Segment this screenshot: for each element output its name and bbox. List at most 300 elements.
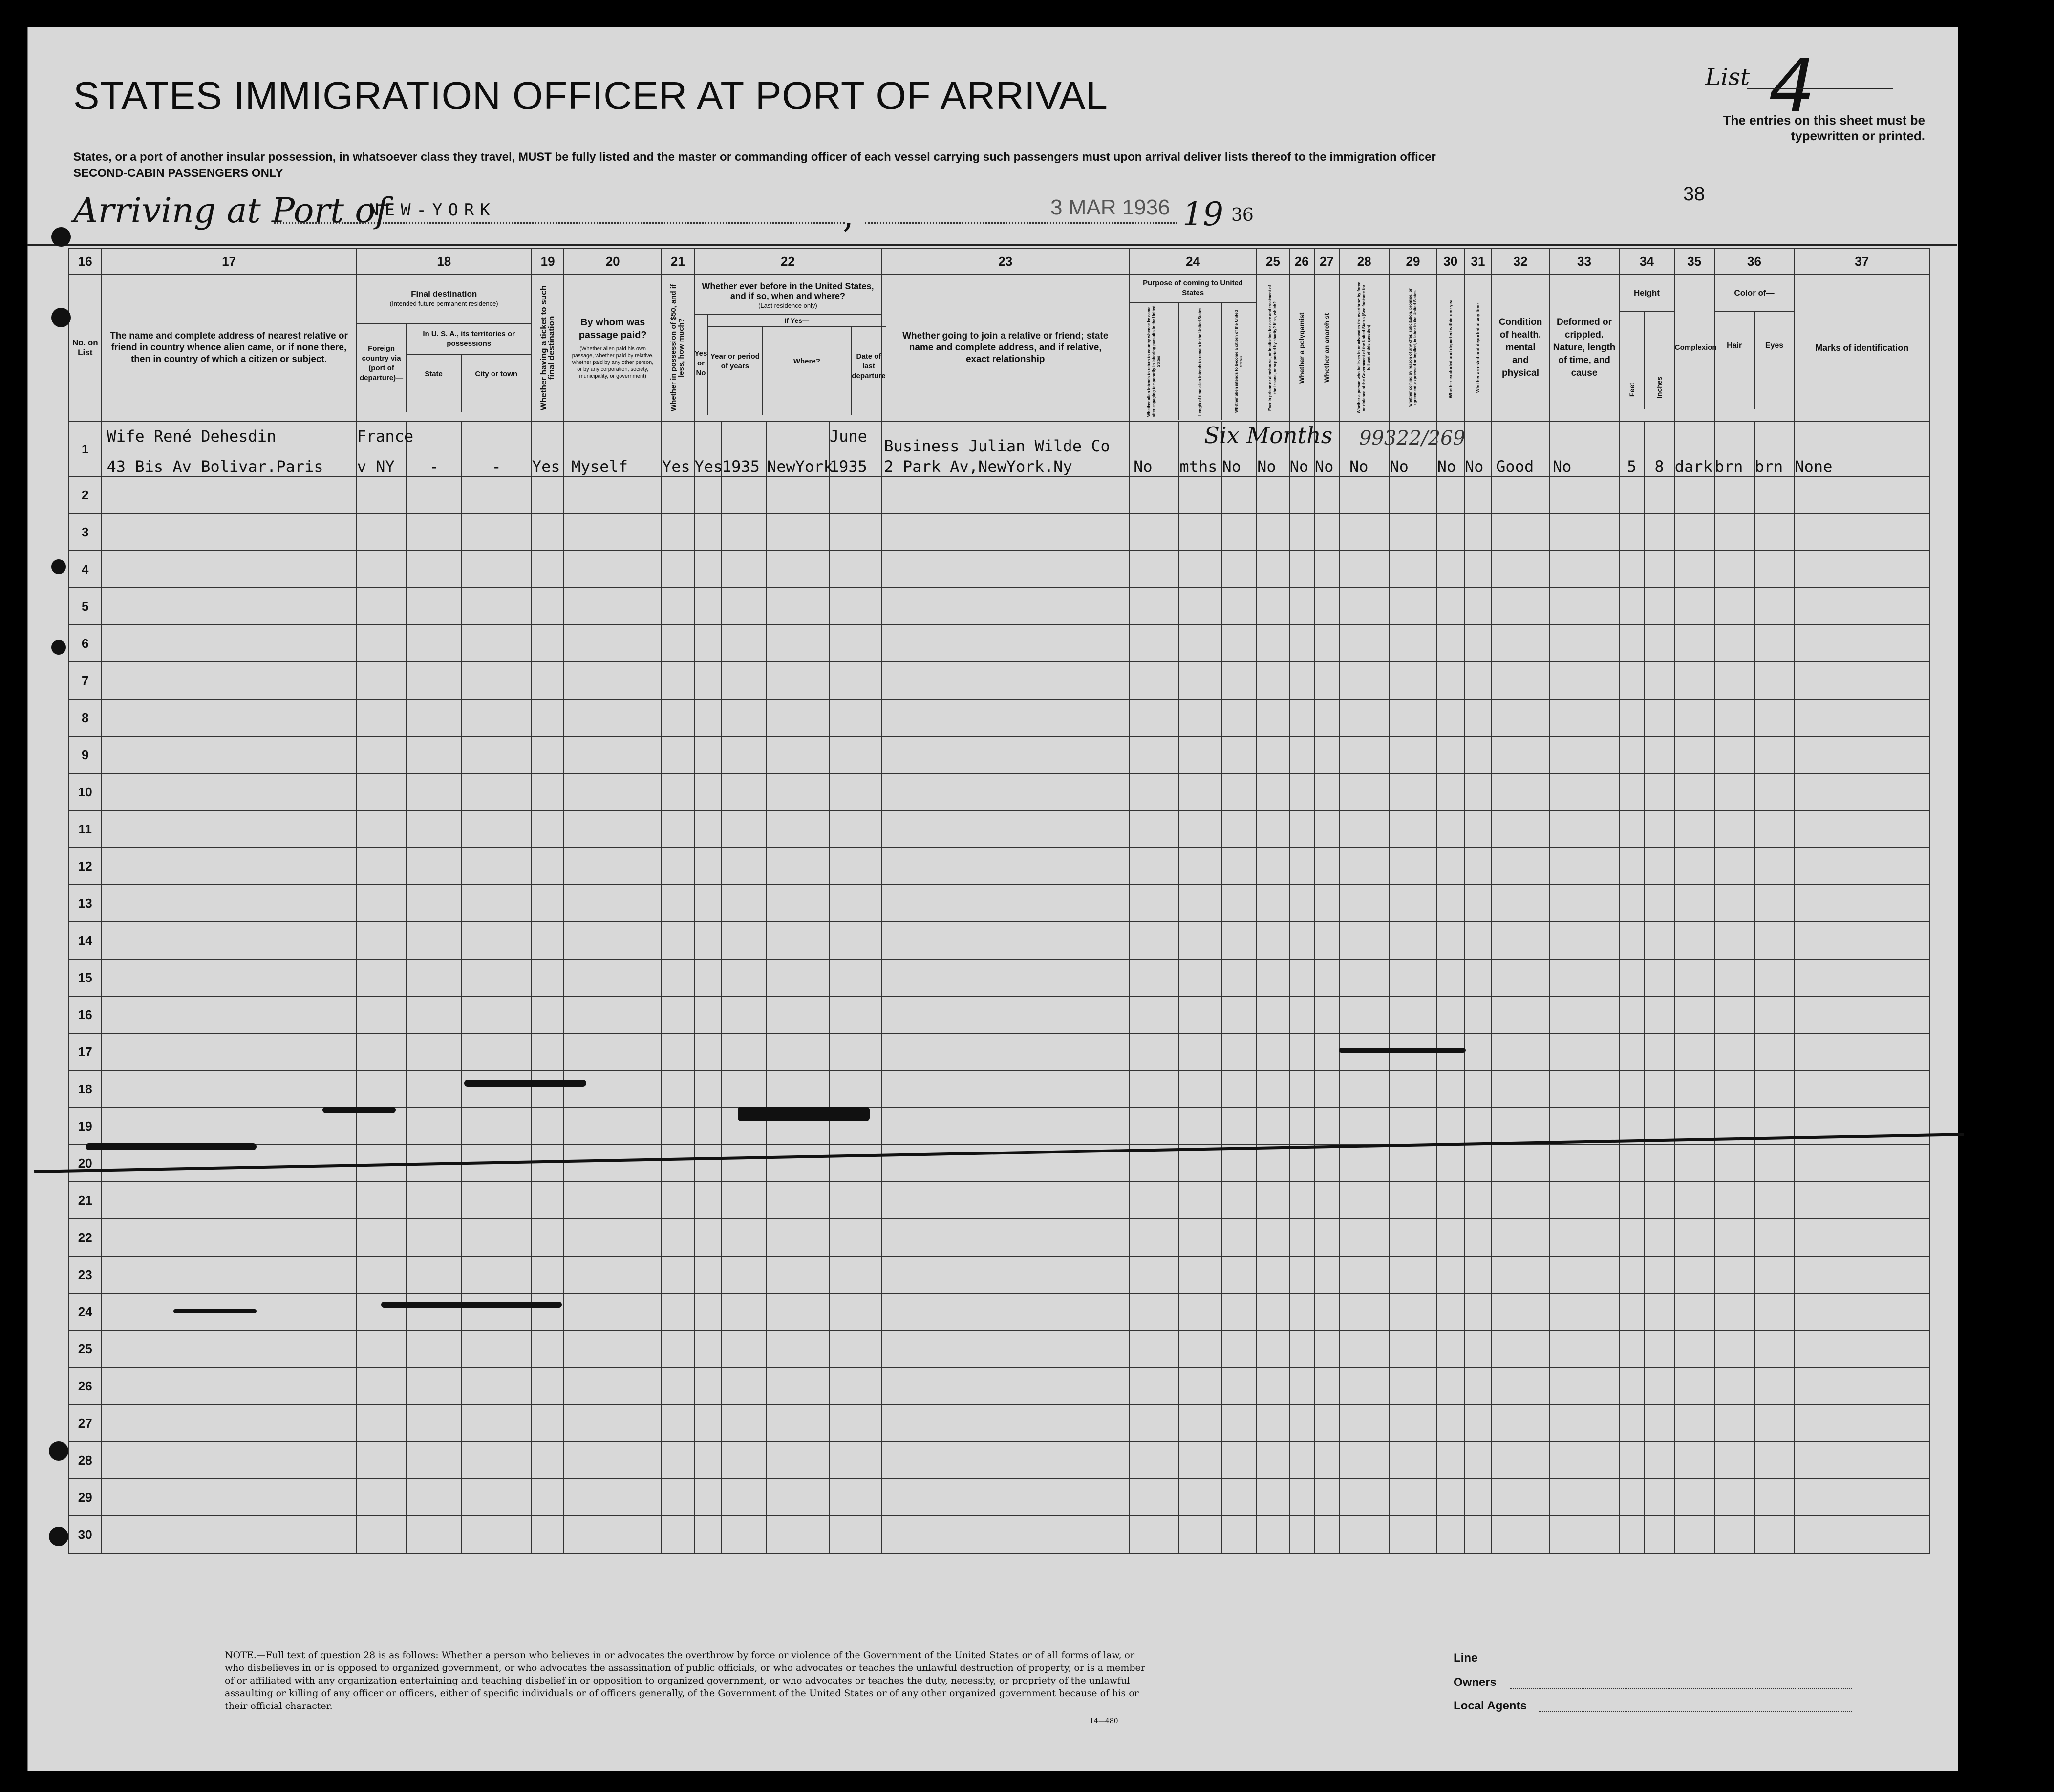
empty-cell [462,1442,532,1479]
empty-cell [829,811,882,848]
empty-cell [1257,625,1289,662]
empty-cell [1794,1293,1929,1330]
empty-cell [722,662,767,699]
empty-cell [1794,1367,1929,1405]
empty-cell [1257,885,1289,922]
empty-cell [357,1479,407,1516]
header-money [662,274,694,422]
table-row [69,551,1929,588]
table-row [69,588,1929,625]
empty-cell [1129,848,1179,885]
col-number: 35 [1674,249,1714,274]
empty-cell [1339,811,1389,848]
punch-hole [51,308,71,327]
empty-cell [462,1405,532,1442]
cell-before-date [829,422,882,476]
height-inches: Inches [1655,376,1664,399]
empty-cell [1549,699,1619,736]
cell-before-year: 1935 [722,422,767,476]
passage-sub: (Whether alien paid his own passage, whether paid by relative, whether paid by any other person, or by any corporation, society, municipality, or government) [572,346,654,379]
empty-cell [662,1033,694,1070]
empty-cell [829,773,882,811]
empty-cell [694,1516,722,1553]
empty-cell [662,699,694,736]
header-before-in-us [694,274,886,422]
empty-cell [407,662,462,699]
empty-cell [1549,513,1619,551]
empty-cell [1221,1293,1257,1330]
foreign-port: v NY [357,457,395,476]
table-row [69,811,1929,848]
date-underline [865,222,1177,224]
empty-cell [102,736,357,773]
empty-cell [1129,1033,1179,1070]
empty-cell [1674,1070,1714,1108]
empty-cell [829,736,882,773]
empty-cell [1389,996,1436,1033]
empty-cell [662,922,694,959]
empty-cell [1389,1442,1436,1479]
empty-cell [357,1070,407,1108]
entries-note: The entries on this sheet must be typewritten or printed. [1723,113,1925,143]
empty-cell [1714,1367,1754,1405]
empty-cell [1794,551,1929,588]
empty-cell [1619,1182,1644,1219]
empty-cell [564,625,662,662]
empty-cell [1289,848,1314,885]
table-row [69,736,1929,773]
empty-cell [1794,1516,1929,1553]
empty-cell [1464,1367,1492,1405]
empty-cell [1674,1330,1714,1367]
empty-cell [407,513,462,551]
empty-cell [1492,1108,1549,1145]
empty-cell [1437,885,1464,922]
empty-cell [357,1405,407,1442]
ticket-text: Whether having a ticket to such final destination [539,285,556,410]
empty-cell [722,959,767,996]
empty-cell [1257,773,1289,811]
empty-cell [1389,1256,1436,1293]
empty-cell [1674,1256,1714,1293]
empty-cell [881,959,1129,996]
empty-cell [662,773,694,811]
empty-cell [102,699,357,736]
empty-cell [662,551,694,588]
empty-cell [357,736,407,773]
relative-address: 43 Bis Av Bolivar.Paris [107,457,323,476]
empty-cell [694,699,722,736]
empty-cell [1179,922,1221,959]
empty-cell [1464,588,1492,625]
empty-cell [829,1293,882,1330]
empty-cell [1179,625,1221,662]
empty-cell [462,885,532,922]
empty-cell [357,1182,407,1219]
empty-cell [1549,736,1619,773]
empty-cell [1314,1405,1339,1442]
empty-cell [1794,1145,1929,1182]
empty-cell [407,1182,462,1219]
empty-cell [662,736,694,773]
empty-cell [1619,773,1644,811]
empty-cell [1492,476,1549,513]
empty-cell [1714,811,1754,848]
page-title: STATES IMMIGRATION OFFICER AT PORT OF ARRIVAL [73,74,1108,117]
empty-cell [767,959,829,996]
empty-cell [1221,773,1257,811]
empty-cell [357,1219,407,1256]
empty-cell [462,1479,532,1516]
empty-cell [462,1033,532,1070]
empty-cell [694,513,722,551]
empty-cell [564,1405,662,1442]
empty-cell [1674,1293,1714,1330]
empty-cell [881,662,1129,699]
empty-cell [1179,1033,1221,1070]
table-row [69,922,1929,959]
empty-cell [1221,1256,1257,1293]
col-number: 32 [1492,249,1549,274]
empty-cell [1619,811,1644,848]
empty-cell [1794,588,1929,625]
empty-cell [1437,1516,1464,1553]
punch-hole [49,1441,68,1461]
table-row [69,885,1929,922]
empty-cell [1221,1182,1257,1219]
empty-cell [1754,1442,1795,1479]
join-name: Business Julian Wilde Co [884,437,1110,455]
empty-cell [532,922,564,959]
empty-cell [662,848,694,885]
empty-cell [1619,1070,1644,1108]
empty-cell [1389,922,1436,959]
empty-cell [1492,922,1549,959]
empty-cell [1289,1293,1314,1330]
empty-cell [1221,1367,1257,1405]
empty-cell [1714,1070,1754,1108]
empty-cell [1464,848,1492,885]
empty-cell [881,1479,1129,1516]
empty-cell [1221,959,1257,996]
empty-cell [767,736,829,773]
col-number: 21 [662,249,694,274]
table-row [69,1479,1929,1516]
table-row [69,422,1929,476]
empty-cell [1129,1256,1179,1293]
empty-cell [767,848,829,885]
empty-cell [532,885,564,922]
empty-cell [1257,1182,1289,1219]
empty-cell [829,662,882,699]
empty-cell [1464,736,1492,773]
empty-cell [1549,922,1619,959]
footer-form-code: 14—480 [1090,1717,1118,1725]
empty-cell [881,1293,1129,1330]
empty-cell [829,1516,882,1553]
empty-cell [694,1033,722,1070]
empty-cell [357,773,407,811]
empty-cell [462,811,532,848]
empty-cell [1437,662,1464,699]
empty-cell [357,699,407,736]
empty-cell [881,513,1129,551]
agents-label: Local Agents [1454,1699,1527,1712]
arrested-text: Whether arrested and deported at any time [1476,303,1480,393]
row-number: 28 [69,1442,102,1479]
empty-cell [1492,773,1549,811]
empty-cell [881,1405,1129,1442]
empty-cell [1464,1219,1492,1256]
empty-cell [767,588,829,625]
empty-cell [1257,699,1289,736]
empty-cell [662,1182,694,1219]
empty-cell [1129,551,1179,588]
join-address: 2 Park Av,NewYork.Ny [884,457,1072,476]
empty-cell [532,1367,564,1405]
empty-cell [722,476,767,513]
empty-cell [1619,662,1644,699]
empty-cell [1674,1033,1714,1070]
empty-cell [1179,1442,1221,1479]
header-health: Condition of health, mental and physical [1492,274,1549,422]
empty-cell [102,773,357,811]
empty-cell [1179,811,1221,848]
empty-cell [532,1405,564,1442]
subtitle-class: SECOND-CABIN PASSENGERS ONLY [73,167,283,180]
empty-cell [532,848,564,885]
empty-cell [722,848,767,885]
empty-cell [1674,513,1714,551]
empty-cell [1339,513,1389,551]
empty-cell [1464,1033,1492,1070]
empty-cell [1339,1182,1389,1219]
empty-cell [1492,513,1549,551]
empty-cell [1492,1033,1549,1070]
empty-cell [1389,1182,1436,1219]
empty-cell [694,959,722,996]
empty-cell [662,513,694,551]
empty-cell [1674,1516,1714,1553]
empty-cell [532,1070,564,1108]
empty-cell [694,1479,722,1516]
empty-cell [462,996,532,1033]
empty-cell [1492,1182,1549,1219]
empty-cell [1389,1405,1436,1442]
empty-cell [1464,996,1492,1033]
empty-cell [694,1442,722,1479]
empty-cell [1179,996,1221,1033]
empty-cell [1257,1070,1289,1108]
row-number: 27 [69,1405,102,1442]
empty-cell [1674,773,1714,811]
empty-cell [1492,1070,1549,1108]
empty-cell [1549,551,1619,588]
empty-cell [1619,551,1644,588]
empty-cell [1437,959,1464,996]
row-number: 18 [69,1070,102,1108]
empty-cell [829,959,882,996]
empty-cell [1754,625,1795,662]
empty-cell [1674,476,1714,513]
empty-cell [1289,699,1314,736]
empty-cell [564,1367,662,1405]
empty-cell [694,662,722,699]
empty-cell [1714,1182,1754,1219]
empty-cell [694,476,722,513]
empty-cell [767,1182,829,1219]
empty-cell [1619,1330,1644,1367]
empty-cell [662,1479,694,1516]
empty-cell [1314,1108,1339,1145]
empty-cell [1464,922,1492,959]
empty-cell [881,885,1129,922]
empty-cell [1549,1182,1619,1219]
empty-cell [1339,885,1389,922]
empty-cell [1437,1330,1464,1367]
empty-cell [1314,476,1339,513]
empty-cell [1221,625,1257,662]
row-number: 10 [69,773,102,811]
empty-cell [1714,1516,1754,1553]
cell-complexion: dark [1674,422,1714,476]
empty-cell [1289,1479,1314,1516]
empty-cell [662,959,694,996]
empty-cell [767,1219,829,1256]
empty-cell [564,773,662,811]
empty-cell [1714,551,1754,588]
col-number: 17 [102,249,357,274]
row-number: 1 [69,422,102,476]
table-row [69,662,1929,699]
empty-cell [102,1182,357,1219]
empty-cell [1644,625,1674,662]
cell-eyes: brn [1754,422,1795,476]
before-date-year: 1935 [829,457,867,476]
empty-cell [1257,1367,1289,1405]
empty-cell [829,1219,882,1256]
empty-cell [1257,1405,1289,1442]
list-underline [1747,88,1893,89]
empty-cell [102,959,357,996]
empty-cell [1437,625,1464,662]
empty-cell [1644,1256,1674,1293]
row-number: 15 [69,959,102,996]
empty-cell [1339,625,1389,662]
empty-cell [1389,1367,1436,1405]
empty-cell [1129,1108,1179,1145]
empty-cell [1289,1108,1314,1145]
empty-cell [1794,1108,1929,1145]
empty-cell [407,1219,462,1256]
empty-cell [532,1033,564,1070]
port-underline [274,222,845,224]
empty-cell [462,1256,532,1293]
empty-cell [1464,1145,1492,1182]
empty-cell [1794,1070,1929,1108]
empty-cell [1644,1070,1674,1108]
empty-cell [1549,848,1619,885]
empty-cell [1437,1070,1464,1108]
empty-cell [662,1405,694,1442]
empty-cell [1619,625,1644,662]
empty-cell [1221,1145,1257,1182]
empty-cell [1257,476,1289,513]
empty-cell [1464,1070,1492,1108]
empty-cell [662,625,694,662]
empty-cell [1289,1367,1314,1405]
empty-cell [662,885,694,922]
empty-cell [1314,1070,1339,1108]
empty-cell [1339,476,1389,513]
empty-cell [722,773,767,811]
punch-hole [49,1527,68,1546]
empty-cell [462,1516,532,1553]
col-number: 33 [1549,249,1619,274]
empty-cell [102,996,357,1033]
empty-cell [1314,1367,1339,1405]
empty-cell [1389,1219,1436,1256]
empty-cell [1314,959,1339,996]
empty-cell [1257,1516,1289,1553]
cell-state: - [407,422,462,476]
empty-cell [1549,1256,1619,1293]
empty-cell [102,848,357,885]
empty-cell [462,736,532,773]
empty-cell [662,1330,694,1367]
punch-hole [51,640,66,655]
empty-cell [102,885,357,922]
damage-streak [464,1080,586,1087]
empty-cell [532,513,564,551]
empty-cell [1644,551,1674,588]
empty-cell [407,1033,462,1070]
empty-cell [767,811,829,848]
header-q28 [1339,274,1389,422]
empty-cell [694,1367,722,1405]
empty-cell [1289,1405,1314,1442]
empty-cell [462,476,532,513]
empty-cell [1437,996,1464,1033]
empty-cell [1674,1367,1714,1405]
empty-cell [1389,625,1436,662]
empty-cell [1794,1442,1929,1479]
empty-cell [1289,1182,1314,1219]
damage-streak [381,1302,562,1308]
empty-cell [1714,476,1754,513]
empty-cell [881,1330,1129,1367]
header-prison [1257,274,1289,422]
empty-cell [662,662,694,699]
empty-cell [662,996,694,1033]
empty-cell [102,513,357,551]
empty-cell [532,1182,564,1219]
empty-cell [1289,1070,1314,1108]
empty-cell [1179,773,1221,811]
header-state: State [407,355,462,412]
empty-cell [462,551,532,588]
empty-cell [1179,1516,1221,1553]
empty-cell [462,1219,532,1256]
empty-cell [1644,1219,1674,1256]
empty-cell [1492,848,1549,885]
empty-cell [1129,476,1179,513]
empty-cell [829,885,882,922]
empty-cell [564,1219,662,1256]
empty-cell [1339,1442,1389,1479]
empty-cell [1389,736,1436,773]
empty-cell [767,1293,829,1330]
